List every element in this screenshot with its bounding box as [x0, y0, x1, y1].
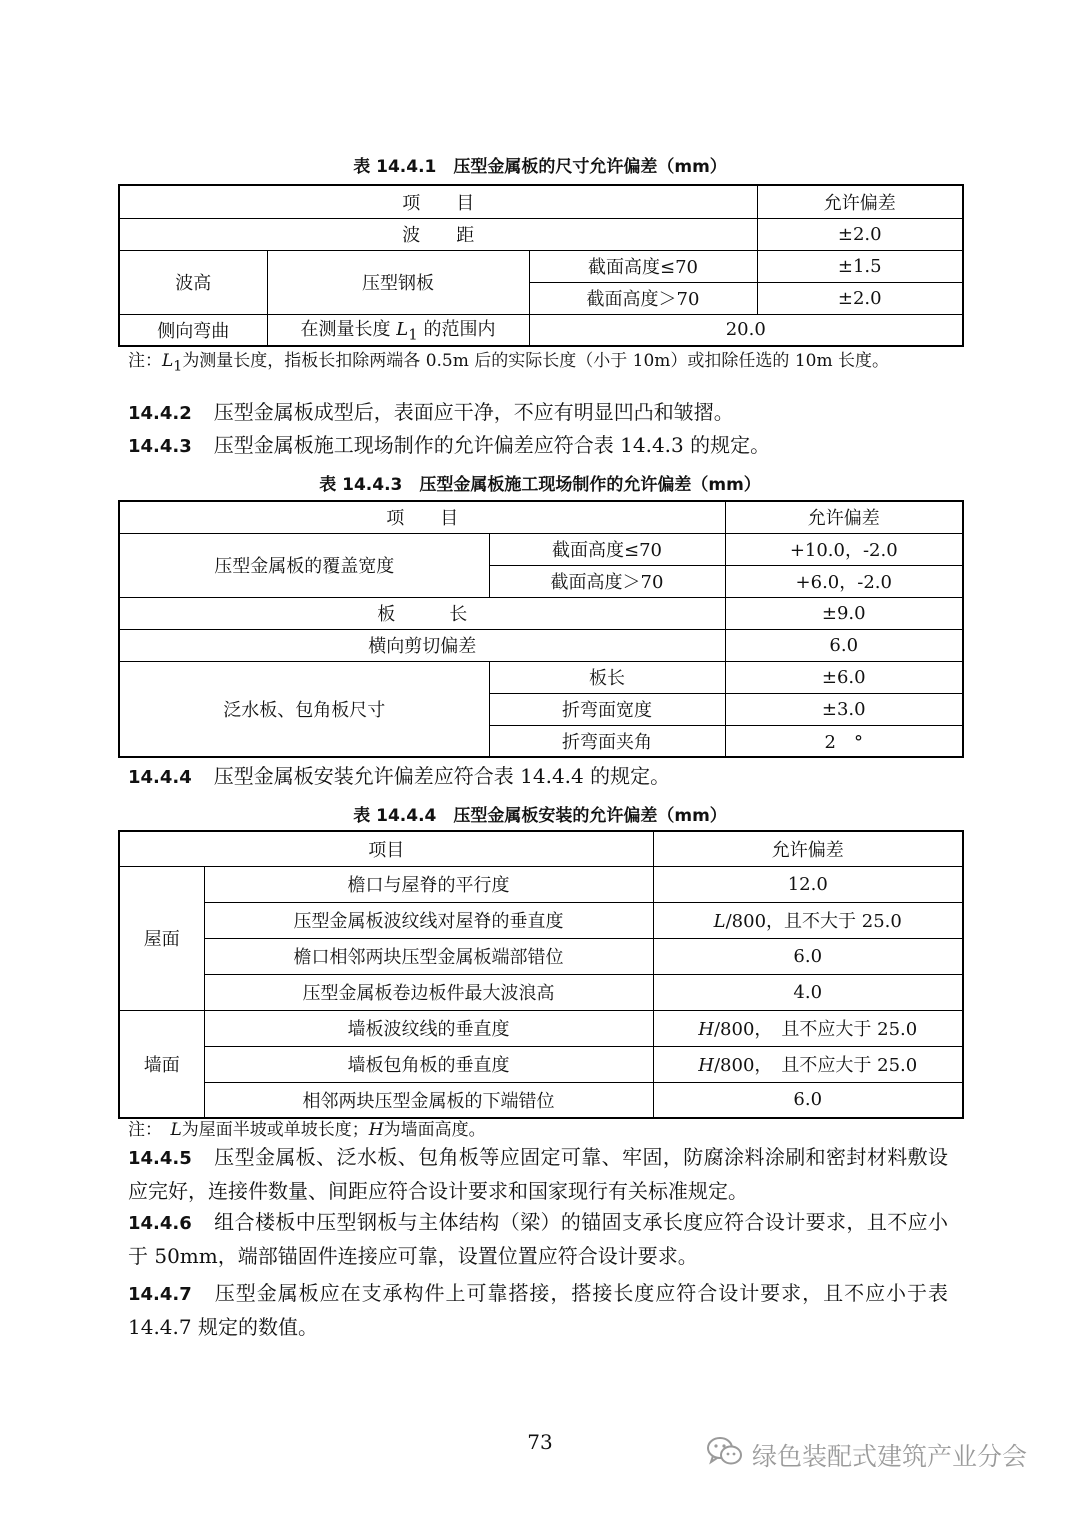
clause-14-4-2: 14.4.2 压型金属板成型后，表面应干净，不应有明显凹凸和皱摺。 [128, 400, 734, 424]
roof-value-1: 12.0 [653, 866, 963, 902]
header-item: 项目 [119, 831, 653, 866]
wave-height-value-1: ±1.5 [757, 250, 963, 282]
flashing-value-1: ±6.0 [725, 661, 963, 693]
side-bend-condition: 在测量长度 $L_1$ 的范围内 [267, 314, 529, 346]
flashing-cond-3: 折弯面夹角 [489, 725, 725, 757]
wave-height-value-2: ±2.0 [757, 282, 963, 314]
wall-value-1: H/800， 且不应大于 25.0 [653, 1010, 963, 1046]
table-14-4-3-caption: 表 14.4.3 压型金属板施工现场制作的允许偏差（mm） [319, 475, 761, 495]
roof-value-3: 6.0 [653, 938, 963, 974]
side-bend-label: 侧向弯曲 [119, 314, 267, 346]
wechat-icon [706, 1436, 744, 1474]
header-item: 项 目 [119, 185, 757, 218]
table-14-4-1 [118, 184, 964, 347]
wall-item-2: 墙板包角板的垂直度 [204, 1046, 653, 1082]
clause-14-4-4: 14.4.4 压型金属板安装允许偏差应符合表 14.4.4 的规定。 [128, 764, 671, 788]
header-tolerance: 允许偏差 [725, 501, 963, 533]
flashing-label: 泛水板、包角板尺寸 [119, 661, 489, 757]
table-14-4-1-note: 注：$L_1$为测量长度，指板长扣除两端各 0.5m 后的实际长度（小于 10m）或扣除任选的 10m 长度。 [128, 351, 889, 375]
flashing-cond-2: 折弯面宽度 [489, 693, 725, 725]
header-tolerance: 允许偏差 [757, 185, 963, 218]
wave-pitch-label: 波 距 [119, 218, 757, 250]
wall-value-2: H/800， 且不应大于 25.0 [653, 1046, 963, 1082]
roof-value-4: 4.0 [653, 974, 963, 1010]
board-length-label: 板 长 [119, 597, 725, 629]
cover-width-value-1: +10.0，-2.0 [725, 533, 963, 565]
header-item: 项 目 [119, 501, 725, 533]
roof-item-2: 压型金属板波纹线对屋脊的垂直度 [204, 902, 653, 938]
table-14-4-4 [118, 830, 964, 1119]
roof-item-1: 檐口与屋脊的平行度 [204, 866, 653, 902]
table-14-4-4-note: 注： L为屋面半坡或单坡长度；H为墙面高度。 [128, 1120, 486, 1140]
wall-item-3: 相邻两块压型金属板的下端错位 [204, 1082, 653, 1118]
table-14-4-1-caption: 表 14.4.1 压型金属板的尺寸允许偏差（mm） [353, 157, 727, 177]
wave-height-cond-2: 截面高度＞70 [529, 282, 757, 314]
clause-14-4-7: 14.4.7 压型金属板应在支承构件上可靠搭接，搭接长度应符合设计要求，且不应小于表 14.4.7 规定的数值。 [128, 1281, 948, 1339]
header-tolerance: 允许偏差 [653, 831, 963, 866]
table-14-4-4-caption: 表 14.4.4 压型金属板安装的允许偏差（mm） [353, 806, 727, 826]
shear-value: 6.0 [725, 629, 963, 661]
roof-label: 屋面 [119, 866, 204, 1010]
roof-item-4: 压型金属板卷边板件最大波浪高 [204, 974, 653, 1010]
roof-item-3: 檐口相邻两块压型金属板端部错位 [204, 938, 653, 974]
page-number: 73 [527, 1430, 553, 1454]
roof-value-2: L/800，且不大于 25.0 [653, 902, 963, 938]
cover-width-label: 压型金属板的覆盖宽度 [119, 533, 489, 597]
board-length-value: ±9.0 [725, 597, 963, 629]
cover-width-value-2: +6.0，-2.0 [725, 565, 963, 597]
clause-14-4-3: 14.4.3 压型金属板施工现场制作的允许偏差应符合表 14.4.3 的规定。 [128, 433, 771, 457]
wave-pitch-value: ±2.0 [757, 218, 963, 250]
flashing-cond-1: 板长 [489, 661, 725, 693]
wall-item-1: 墙板波纹线的垂直度 [204, 1010, 653, 1046]
flashing-value-2: ±3.0 [725, 693, 963, 725]
side-bend-value: 20.0 [529, 314, 963, 346]
shear-label: 横向剪切偏差 [119, 629, 725, 661]
cover-width-cond-2: 截面高度＞70 [489, 565, 725, 597]
cover-width-cond-1: 截面高度≤70 [489, 533, 725, 565]
wall-label: 墙面 [119, 1010, 204, 1118]
flashing-value-3: 2 ° [725, 725, 963, 757]
wall-value-3: 6.0 [653, 1082, 963, 1118]
table-14-4-3 [118, 500, 964, 758]
clause-14-4-6: 14.4.6 组合楼板中压型钢板与主体结构（梁）的锚固支承长度应符合设计要求，且不应小于 50mm，端部锚固件连接应可靠，设置位置应符合设计要求。 [128, 1210, 948, 1268]
wave-height-sub: 压型钢板 [267, 250, 529, 314]
clause-14-4-5: 14.4.5 压型金属板、泛水板、包角板等应固定可靠、牢固，防腐涂料涂刷和密封材料敷设应完好，连接件数量、间距应符合设计要求和国家现行有关标准规定。 [128, 1145, 948, 1203]
wave-height-cond-1: 截面高度≤70 [529, 250, 757, 282]
wave-height-label: 波高 [119, 250, 267, 314]
watermark [706, 1437, 1027, 1473]
watermark-text: 绿色装配式建筑产业分会 [752, 1442, 1028, 1471]
